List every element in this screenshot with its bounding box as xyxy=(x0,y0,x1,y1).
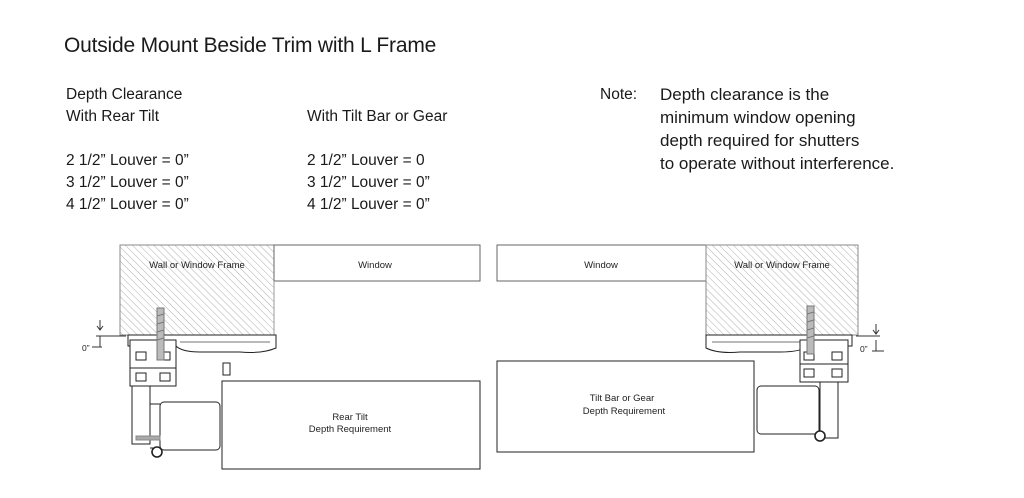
left-frame-label: Wall or Window Frame xyxy=(149,260,245,271)
left-dim-label: 0” xyxy=(82,343,90,353)
right-box-line1: Tilt Bar or Gear xyxy=(589,393,655,404)
right-box-line2: Depth Requirement xyxy=(582,406,666,417)
page-title: Outside Mount Beside Trim with L Frame xyxy=(64,34,437,57)
note-line: minimum window opening xyxy=(660,108,856,127)
middle-spec-row: 4 1/2” Louver = 0” xyxy=(307,196,430,213)
left-wall-frame xyxy=(120,245,274,335)
middle-column-heading: With Tilt Bar or Gear xyxy=(307,108,448,125)
left-detail xyxy=(82,245,480,469)
right-dim-label: 0” xyxy=(860,344,868,354)
left-spec-row: 2 1/2” Louver = 0” xyxy=(66,152,189,169)
left-heading-line2: With Rear Tilt xyxy=(66,108,160,125)
right-detail xyxy=(497,245,884,452)
note-line: to operate without interference. xyxy=(660,154,895,173)
note-line: depth required for shutters xyxy=(660,131,860,150)
left-rear-tilt-bar xyxy=(136,436,160,440)
right-frame-label: Wall or Window Frame xyxy=(734,260,830,271)
right-tilt-knob xyxy=(815,431,825,441)
left-tilt-knob xyxy=(152,447,162,457)
left-window-label: Window xyxy=(358,260,392,271)
left-shutter-stile xyxy=(132,386,150,444)
left-louver xyxy=(160,402,220,450)
left-box-line1: Rear Tilt xyxy=(332,412,368,423)
note-line: Depth clearance is the xyxy=(660,85,830,104)
note-label: Note: xyxy=(600,86,638,103)
left-spec-row: 4 1/2” Louver = 0” xyxy=(66,196,189,213)
right-window-label: Window xyxy=(584,260,618,271)
left-box-line2: Depth Requirement xyxy=(308,424,392,435)
right-louver xyxy=(757,386,819,434)
middle-spec-row: 3 1/2” Louver = 0” xyxy=(307,174,430,191)
left-heading-line1: Depth Clearance xyxy=(66,86,183,103)
right-wall-frame xyxy=(706,245,858,335)
middle-spec-row: 2 1/2” Louver = 0 xyxy=(307,152,425,169)
left-spec-row: 3 1/2” Louver = 0” xyxy=(66,174,189,191)
right-shutter-stile xyxy=(820,382,838,438)
